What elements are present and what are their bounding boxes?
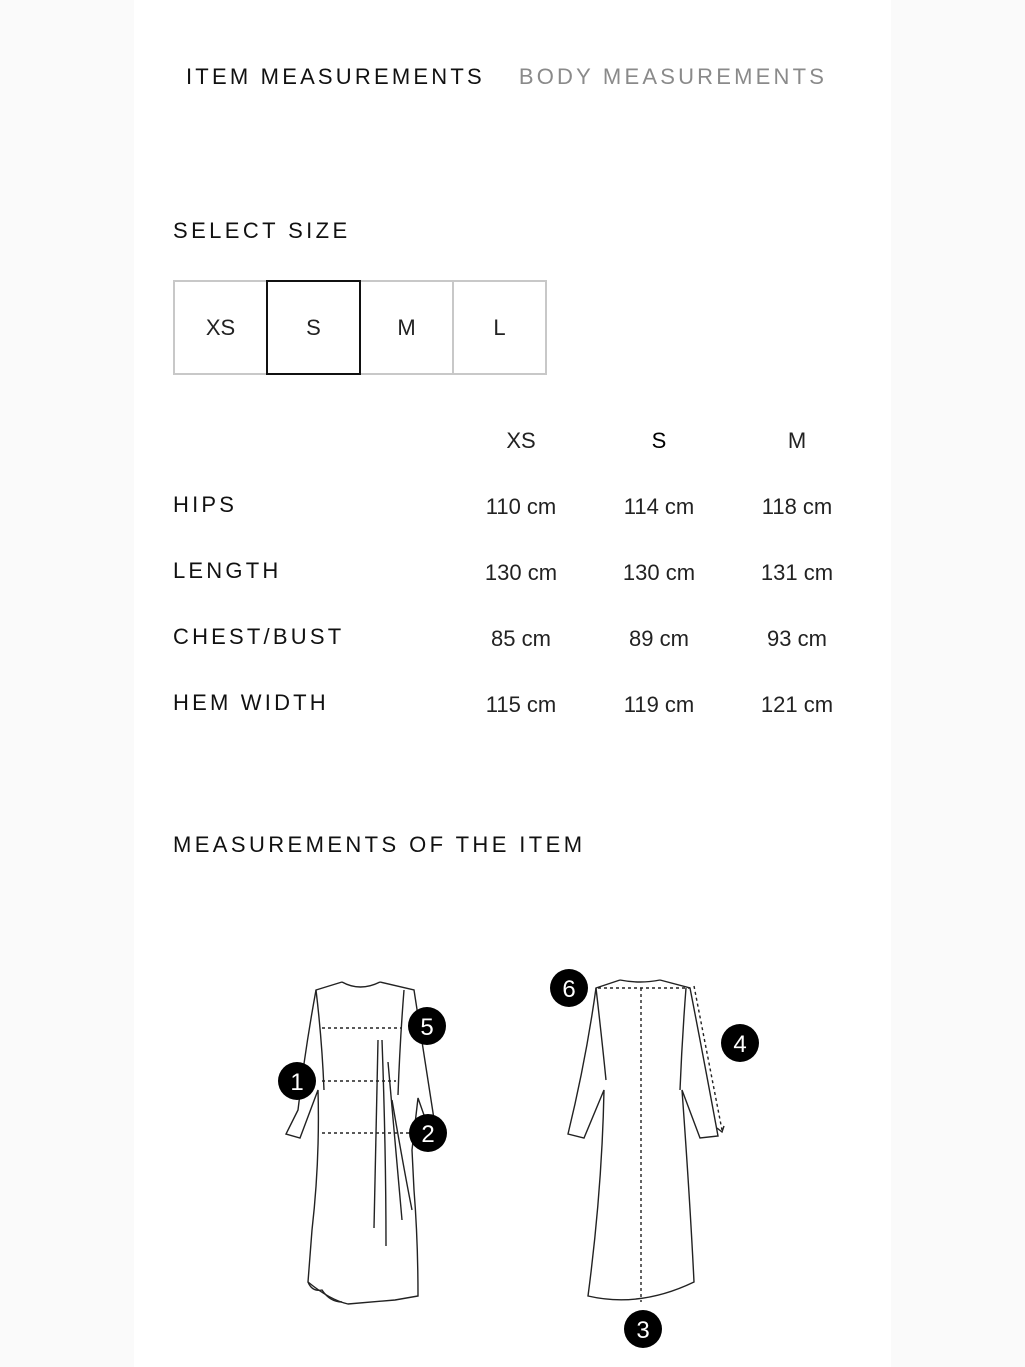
dress-back-illustration [568,980,724,1302]
table-cell: 118 cm [761,494,833,519]
marker-1 [278,1062,316,1100]
measurements-of-item-title: MEASUREMENTS OF THE ITEM [173,832,586,857]
table-cell: 85 cm [491,626,551,651]
marker-5 [408,1007,446,1045]
size-option-m[interactable]: M [359,280,454,375]
table-cell: 110 cm [485,494,557,519]
row-label-length: LENGTH [173,558,282,583]
marker-3 [624,1310,662,1348]
marker-label: 2 [421,1121,435,1148]
tab-item-measurements[interactable]: ITEM MEASUREMENTS [186,64,485,89]
marker-label: 6 [562,976,576,1003]
select-size-title: SELECT SIZE [173,218,351,243]
marker-label: 5 [420,1014,434,1041]
marker-4 [721,1024,759,1062]
tab-body-measurements[interactable]: BODY MEASUREMENTS [518,64,828,89]
row-label-hips: HIPS [173,492,238,517]
table-cell: 130 cm [484,560,558,585]
table-cell: 130 cm [622,560,696,585]
marker-label: 3 [636,1317,650,1344]
marker-label: 1 [290,1069,304,1096]
column-header-xs: XS [506,428,536,453]
row-label-hem-width: HEM WIDTH [173,690,329,715]
row-label-chest-bust: CHEST/BUST [173,624,345,649]
marker-2 [409,1114,447,1152]
table-cell: 131 cm [760,560,834,585]
size-option-xs[interactable]: XS [173,280,268,375]
table-cell: 121 cm [760,692,834,717]
marker-6 [550,969,588,1007]
table-cell: 119 cm [623,692,695,717]
column-header-m: M [787,428,807,453]
table-cell: 89 cm [629,626,689,651]
table-cell: 93 cm [767,626,827,651]
size-option-l[interactable]: L [452,280,547,375]
marker-label: 4 [733,1031,747,1058]
size-option-s[interactable]: S [266,280,361,375]
table-cell: 115 cm [485,692,557,717]
table-cell: 114 cm [623,494,695,519]
column-header-s: S [651,428,667,453]
